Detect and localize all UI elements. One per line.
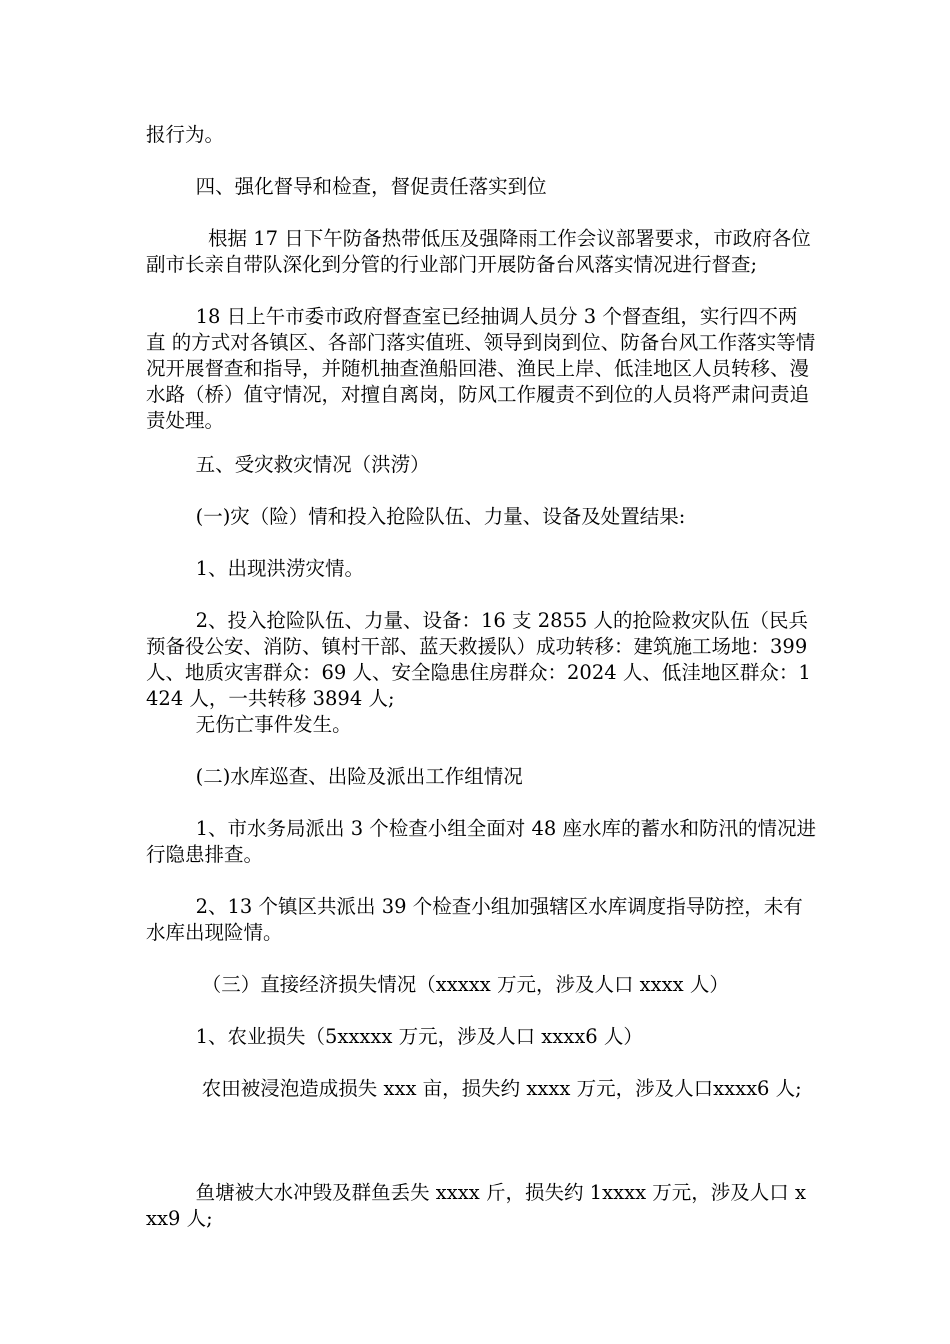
subsection-heading-1: (一)灾（险）情和投入抢险队伍、力量、设备及处置结果: [146,505,686,528]
list-item-reservoir-check: 1、市水务局派出 3 个检查小组全面对 48 座水库的蓄水和防汛的情况进行隐患排查。 [146,817,817,866]
paragraph-inspection-groups: 18 日上午市委市政府督查室已经抽调人员分 3 个督查组，实行四不两直 的方式对各镇区、各部门落实值班、领导到岗到位、防备台风工作落实等情况开展督查和指导，并随机抽查渔船回港、渔民上岸、低洼地区人员转移、漫水路（桥）值守情况，对擅自离岗，防风工作履责不到位的人员将严肃问责追责处理。 [146,305,816,432]
section-heading-5: 五、受灾救灾情况（洪涝） [146,453,430,476]
paragraph-inspection-arrangement: 根据 17 日下午防备热带低压及强降雨工作会议部署要求，市政府各位副市长亲自带队深化到分管的行业部门开展防备台风落实情况进行督查; [146,227,811,276]
list-item-flood: 1、出现洪涝灾情。 [146,557,365,580]
list-item-rescue-teams: 2、投入抢险队伍、力量、设备：16 支 2855 人的抢险救灾队伍（民兵预备役公安、消防、镇村干部、蓝天救援队）成功转移：建筑施工场地：399 人、地质灾害群众：69 人、安全隐患住房群众：2024 人、低洼地区群众：1424 人，一共转移 3894 人; [146,609,814,710]
paragraph-continuation: 报行为。 [146,123,225,146]
paragraph-farmland-loss: 农田被浸泡造成损失 xxx 亩，损失约 xxxx 万元，涉及人口xxxx6 人; [146,1077,802,1100]
section-heading-4: 四、强化督导和检查，督促责任落实到位 [146,175,547,198]
subsection-heading-2: (二)水库巡查、出险及派出工作组情况 [146,765,523,788]
list-item-town-check: 2、13 个镇区共派出 39 个检查小组加强辖区水库调度指导防控，未有水库出现险情。 [146,895,803,944]
paragraph-no-casualties: 无伤亡事件发生。 [146,713,352,736]
subsection-heading-3: （三）直接经济损失情况（xxxxx 万元，涉及人口 xxxx 人） [146,973,729,996]
list-item-agriculture-loss: 1、农业损失（5xxxxx 万元，涉及人口 xxxx6 人） [146,1025,643,1048]
paragraph-fishpond-loss: 鱼塘被大水冲毁及群鱼丢失 xxxx 斤，损失约 1xxxx 万元，涉及人口 xxx9 人; [146,1181,806,1230]
